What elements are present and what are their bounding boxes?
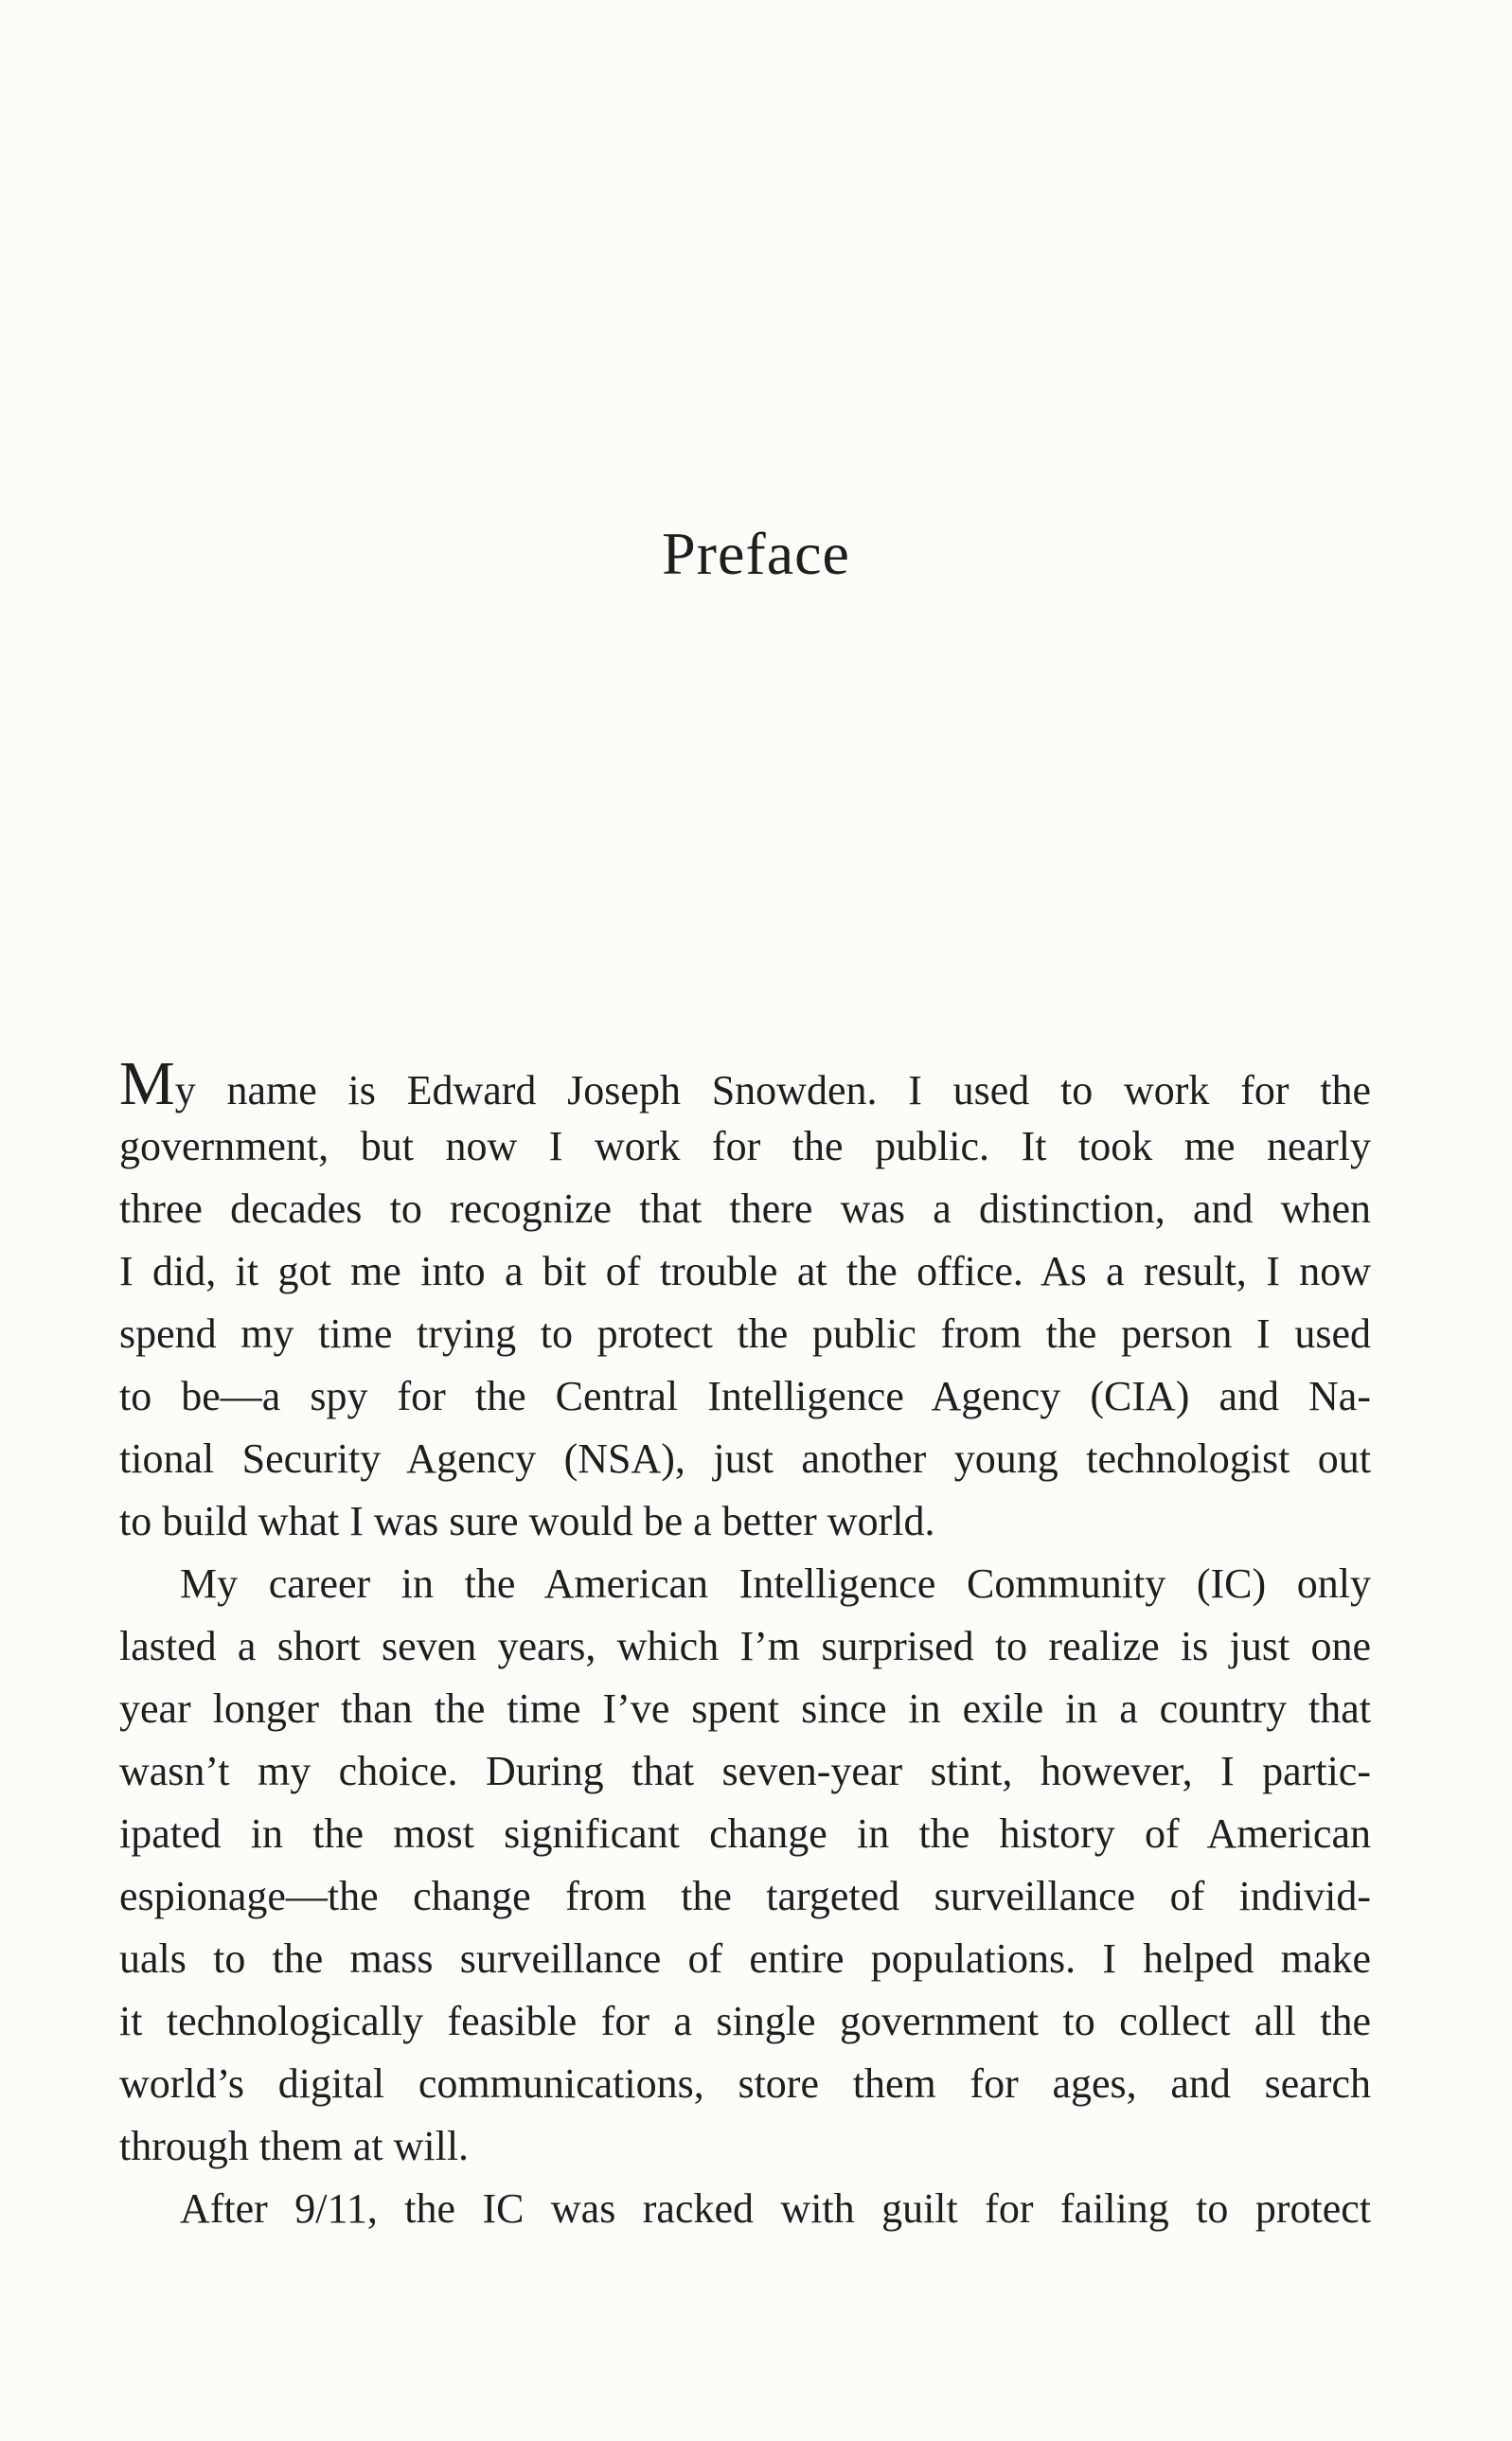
paragraph-line: through them at will. <box>119 2123 470 2169</box>
paragraph-line: espionage—the change from the targeted surveillance of individ- <box>119 1873 1371 1919</box>
chapter-title: Preface <box>662 519 850 587</box>
paragraph-line: I did, it got me into a bit of trouble at the office. As a result, I now <box>119 1248 1371 1294</box>
paragraph-line: My name is Edward Joseph Snowden. I used to work for the <box>119 1049 1371 1118</box>
paragraph-line: uals to the mass surveillance of entire populations. I helped make <box>119 1935 1371 1982</box>
paragraph-line: world’s digital communications, store them for ages, and search <box>119 2060 1371 2107</box>
paragraph-line: lasted a short seven years, which I’m surprised to realize is just one <box>119 1623 1371 1669</box>
paragraph-line: spend my time trying to protect the public from the person I used <box>119 1310 1371 1357</box>
drop-cap: M <box>119 1049 175 1118</box>
paragraph-line: to build what I was sure would be a better world. <box>119 1498 935 1544</box>
paragraph-2 <box>119 1553 1371 2178</box>
paragraph-line: it technologically feasible for a single government to collect all the <box>119 1998 1371 2044</box>
paragraph-line: tional Security Agency (NSA), just another young technologist out <box>119 1435 1371 1482</box>
body-text <box>119 1049 1371 2240</box>
paragraph-line: three decades to recognize that there was a distinction, and when <box>119 1185 1371 1232</box>
paragraph-line: to be—a spy for the Central Intelligence Agency (CIA) and Na- <box>119 1373 1371 1419</box>
paragraph-3 <box>119 2178 1371 2240</box>
paragraph-line: wasn’t my choice. During that seven-year stint, however, I partic- <box>119 1748 1371 1794</box>
paragraph-line: ipated in the most significant change in the history of American <box>119 1810 1371 1857</box>
paragraph-line: After 9/11, the IC was racked with guilt for failing to protect <box>180 2185 1371 2232</box>
paragraph-line: year longer than the time I’ve spent since in exile in a country that <box>119 1685 1371 1732</box>
paragraph-line: My career in the American Intelligence Community (IC) only <box>180 1560 1371 1607</box>
paragraph-line: government, but now I work for the public. It took me nearly <box>119 1123 1371 1169</box>
paragraph-1 <box>119 1049 1371 1553</box>
